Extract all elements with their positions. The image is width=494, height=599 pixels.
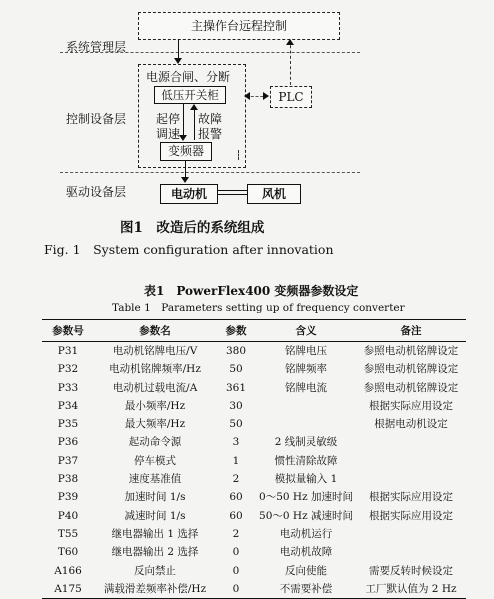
param-value-cell: 3 <box>232 436 240 449</box>
low-voltage-cabinet-label: 低压开关柜 <box>161 88 219 102</box>
param-value-cell: 60 <box>229 491 243 504</box>
meaning-cell: 铭牌电流 <box>285 381 327 394</box>
fan-label: 风机 <box>261 187 286 201</box>
header-meaning: 含义 <box>295 325 317 337</box>
table-header-row <box>42 320 466 342</box>
param-no-cell: P33 <box>57 381 79 394</box>
arrow-down-icon <box>179 135 187 141</box>
param-value-cell: 0 <box>232 582 240 595</box>
parameter-table <box>42 319 466 599</box>
arrow-right-icon <box>263 92 269 100</box>
note-cell <box>356 543 466 561</box>
note-cell: 根据实际应用设定 <box>369 399 453 412</box>
meaning-cell: 0～50 Hz 加速时间 <box>259 491 353 504</box>
note-cell: 根据电动机设定 <box>374 418 448 431</box>
meaning-cell <box>256 415 356 433</box>
table-row <box>42 342 466 361</box>
table-row <box>42 543 466 561</box>
meaning-cell: 电动机运行 <box>279 527 333 540</box>
inverter-motor-line <box>185 160 186 178</box>
main-console-label: 主操作台远程控制 <box>190 19 287 33</box>
table-row <box>42 580 466 599</box>
param-no-cell: P40 <box>57 509 79 522</box>
inverter-box <box>160 142 212 161</box>
table-row <box>42 397 466 415</box>
header-param-name: 参数名 <box>139 325 171 337</box>
arrow-up-icon <box>190 104 198 110</box>
meaning-cell: 铭牌电压 <box>285 345 327 357</box>
param-name-cell: 加速时间 1/s <box>124 491 186 504</box>
param-name-cell: 电动机过载电流/A <box>112 381 198 394</box>
table-row <box>42 525 466 543</box>
param-no-cell: P39 <box>57 491 79 504</box>
motor-box <box>160 184 218 204</box>
param-no-cell: P38 <box>57 473 79 486</box>
meaning-cell: 2 线制灵敏级 <box>274 436 338 449</box>
param-name-cell: 停车模式 <box>134 454 176 467</box>
param-value-cell: 1 <box>232 454 240 467</box>
arrow-down-icon <box>181 177 189 183</box>
note-cell: 参照电动机铭牌设定 <box>363 345 459 357</box>
param-name-cell: 速度基准值 <box>128 473 182 486</box>
cabinet-inverter-line <box>183 103 184 135</box>
param-no-cell: T55 <box>57 527 79 540</box>
note-cell: 根据实际应用设定 <box>369 509 453 522</box>
param-no-cell: P35 <box>57 418 79 431</box>
note-cell <box>356 433 466 451</box>
param-name-cell: 最小频率/Hz <box>124 399 186 412</box>
console-to-control-line <box>178 39 179 58</box>
motor-fan-link <box>217 190 247 191</box>
meaning-cell: 反向使能 <box>285 564 327 577</box>
param-value-cell: 50 <box>229 363 243 376</box>
table-row <box>42 379 466 397</box>
power-switch-label: 电源合闸、分断 <box>146 70 231 84</box>
meaning-cell: 铭牌频率 <box>285 363 327 376</box>
note-cell: 根据实际应用设定 <box>369 491 453 504</box>
meaning-cell: 不需要补偿 <box>279 582 333 595</box>
param-name-cell: 满载滑差频率补偿/Hz <box>103 582 207 595</box>
table-row <box>42 433 466 451</box>
table-row <box>42 452 466 470</box>
header-note: 备注 <box>400 325 422 337</box>
note-cell <box>356 525 466 543</box>
table-row <box>42 507 466 525</box>
param-value-cell: 30 <box>229 399 243 412</box>
figure-caption-en: Fig. 1 System configuration after innovation <box>44 242 334 257</box>
main-console-box <box>138 12 340 40</box>
param-no-cell: P36 <box>57 436 79 449</box>
param-name-cell: 继电器输出 2 选择 <box>111 546 199 559</box>
table-row <box>42 488 466 506</box>
arrow-down-icon <box>174 58 182 64</box>
header-param-no: 参数号 <box>52 325 84 337</box>
low-voltage-cabinet-box <box>154 86 226 104</box>
layer-label-drive: 驱动设备层 <box>66 185 127 199</box>
param-no-cell: P34 <box>57 399 79 412</box>
param-value-cell: 380 <box>225 345 247 357</box>
inverter-fault-line <box>194 108 195 140</box>
param-name-cell: 电动机铭牌电压/V <box>112 345 198 357</box>
param-no-cell: P31 <box>57 345 79 357</box>
arrow-left-icon <box>244 92 250 100</box>
table-row <box>42 360 466 378</box>
meaning-cell: 50～0 Hz 减速时间 <box>259 509 353 522</box>
plc-box <box>270 86 312 108</box>
layer-label-management: 系统管理层 <box>66 40 127 54</box>
param-value-cell: 0 <box>232 546 240 559</box>
motor-label: 电动机 <box>170 187 207 201</box>
figure-caption-cn: 图1 改造后的系统组成 <box>120 220 265 236</box>
param-no-cell: P32 <box>57 363 79 376</box>
param-no-cell: A175 <box>54 582 82 595</box>
plc-label: PLC <box>278 90 304 104</box>
start-stop-label: 起停 <box>156 112 181 126</box>
fan-box <box>247 184 301 204</box>
param-value-cell: 361 <box>225 381 247 394</box>
param-no-cell: P37 <box>57 454 79 467</box>
plc-console-link <box>290 40 291 85</box>
meaning-cell: 模拟量输入 1 <box>274 473 338 486</box>
param-value-cell: 50 <box>229 418 243 431</box>
alarm-label: 报警 <box>198 127 223 141</box>
param-value-cell: 0 <box>232 564 240 577</box>
param-name-cell: 减速时间 1/s <box>124 509 186 522</box>
fault-label: 故障 <box>198 112 223 126</box>
note-cell <box>356 470 466 488</box>
param-value-cell: 60 <box>229 509 243 522</box>
param-name-cell: 反向禁止 <box>134 564 176 577</box>
param-value-cell: 2 <box>232 473 240 486</box>
param-name-cell: 电动机铭牌频率/Hz <box>109 363 201 376</box>
note-cell: 需要反转时候设定 <box>369 564 453 577</box>
note-cell: 参照电动机铭牌设定 <box>363 381 459 394</box>
param-name-cell: 起动命令源 <box>128 436 182 449</box>
param-name-cell: 继电器输出 1 选择 <box>111 527 199 540</box>
inverter-label: 变频器 <box>167 144 204 158</box>
table-row <box>42 470 466 488</box>
param-name-cell: 最大频率/Hz <box>124 418 186 431</box>
meaning-cell <box>256 397 356 415</box>
table-row <box>42 562 466 580</box>
note-cell <box>356 452 466 470</box>
note-cell: 工厂默认值为 2 Hz <box>365 582 457 595</box>
meaning-cell: 电动机故障 <box>279 546 333 559</box>
table-caption-en: Table 1 Parameters setting up of frequency converter <box>112 302 405 314</box>
param-no-cell: T60 <box>57 546 79 559</box>
header-param-value: 参数 <box>225 325 247 337</box>
table-caption-cn: 表1 PowerFlex400 变频器参数设定 <box>144 284 359 298</box>
note-cell: 参照电动机铭牌设定 <box>363 363 459 376</box>
meaning-cell: 惯性清除故障 <box>274 454 338 467</box>
layer-separator <box>60 172 360 173</box>
table-row <box>42 415 466 433</box>
speed-control-label: 调速 <box>156 127 181 141</box>
param-no-cell: A166 <box>54 564 82 577</box>
dashed-mark <box>238 150 239 160</box>
param-value-cell: 2 <box>232 527 240 540</box>
motor-fan-link <box>217 194 247 195</box>
table-body <box>42 342 466 599</box>
layer-label-control: 控制设备层 <box>66 112 127 126</box>
arrow-up-icon <box>286 39 294 45</box>
